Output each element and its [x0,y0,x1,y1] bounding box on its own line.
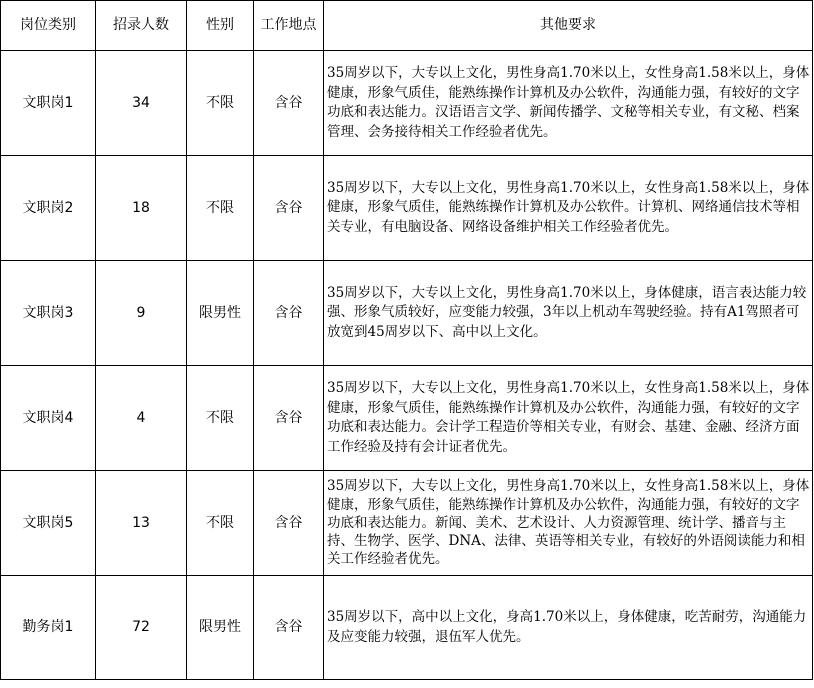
cell-count: 72 [96,576,187,680]
header-count: 招录人数 [96,1,187,51]
cell-count: 34 [96,51,187,156]
cell-count: 13 [96,471,187,576]
cell-requirements: 35周岁以下，大专以上文化，男性身高1.70米以上，女性身高1.58米以上，身体健康，形象气质佳，能熟练操作计算机及办公软件，沟通能力强，有较好的文字功底和表达能力。会计学工程造价等相关专业，有财会、基建、金融、经济方面工作经验及持有会计证者优先。 [324,366,813,471]
table-row [1,156,813,261]
cell-category: 勤务岗1 [1,576,96,680]
cell-count: 18 [96,156,187,261]
cell-requirements: 35周岁以下，大专以上文化，男性身高1.70米以上，身体健康，语言表达能力较强、形象气质较好，应变能力较强，3年以上机动车驾驶经验。持有A1驾照者可放宽到45周岁以下、高中以上文化。 [324,261,813,366]
cell-category: 文职岗5 [1,471,96,576]
cell-requirements: 35周岁以下，大专以上文化，男性身高1.70米以上，女性身高1.58米以上，身体健康，形象气质佳，能熟练操作计算机及办公软件。计算机、网络通信技术等相关专业，有电脑设备、网络设备维护相关工作经验者优先。 [324,156,813,261]
cell-location: 含谷 [254,366,324,471]
cell-count: 4 [96,366,187,471]
table-row [1,51,813,156]
cell-requirements: 35周岁以下，高中以上文化，身高1.70米以上，身体健康，吃苦耐劳，沟通能力及应变能力较强，退伍军人优先。 [324,576,813,680]
table-row [1,261,813,366]
cell-location: 含谷 [254,576,324,680]
header-gender: 性别 [187,1,254,51]
cell-gender: 不限 [187,156,254,261]
header-location: 工作地点 [254,1,324,51]
table-row [1,471,813,576]
header-requirements: 其他要求 [324,1,813,51]
cell-category: 文职岗2 [1,156,96,261]
cell-gender: 限男性 [187,576,254,680]
cell-count: 9 [96,261,187,366]
header-category: 岗位类别 [1,1,96,51]
cell-location: 含谷 [254,261,324,366]
header-row [1,1,813,51]
cell-gender: 限男性 [187,261,254,366]
cell-gender: 不限 [187,471,254,576]
table-row [1,366,813,471]
cell-category: 文职岗1 [1,51,96,156]
cell-requirements: 35周岁以下，大专以上文化，男性身高1.70米以上，女性身高1.58米以上，身体健康，形象气质佳，能熟练操作计算机及办公软件，沟通能力强，有较好的文字功底和表达能力。汉语语言文学、新闻传播学、文秘等相关专业，有文秘、档案管理、会务接待相关工作经验者优先。 [324,51,813,156]
cell-category: 文职岗3 [1,261,96,366]
cell-requirements: 35周岁以下，大专以上文化，男性身高1.70米以上，女性身高1.58米以上，身体健康，形象气质佳，能熟练操作计算机及办公软件，沟通能力强，有较好的文字功底和表达能力。新闻、美术、艺术设计、人力资源管理、统计学、播音与主持、生物学、医学、DNA、法律、英语等相关专业，有较好的外语阅读能力和相关工作经验者优先。 [324,471,813,576]
cell-location: 含谷 [254,156,324,261]
cell-gender: 不限 [187,51,254,156]
cell-gender: 不限 [187,366,254,471]
cell-category: 文职岗4 [1,366,96,471]
cell-location: 含谷 [254,471,324,576]
table-row [1,576,813,680]
cell-location: 含谷 [254,51,324,156]
